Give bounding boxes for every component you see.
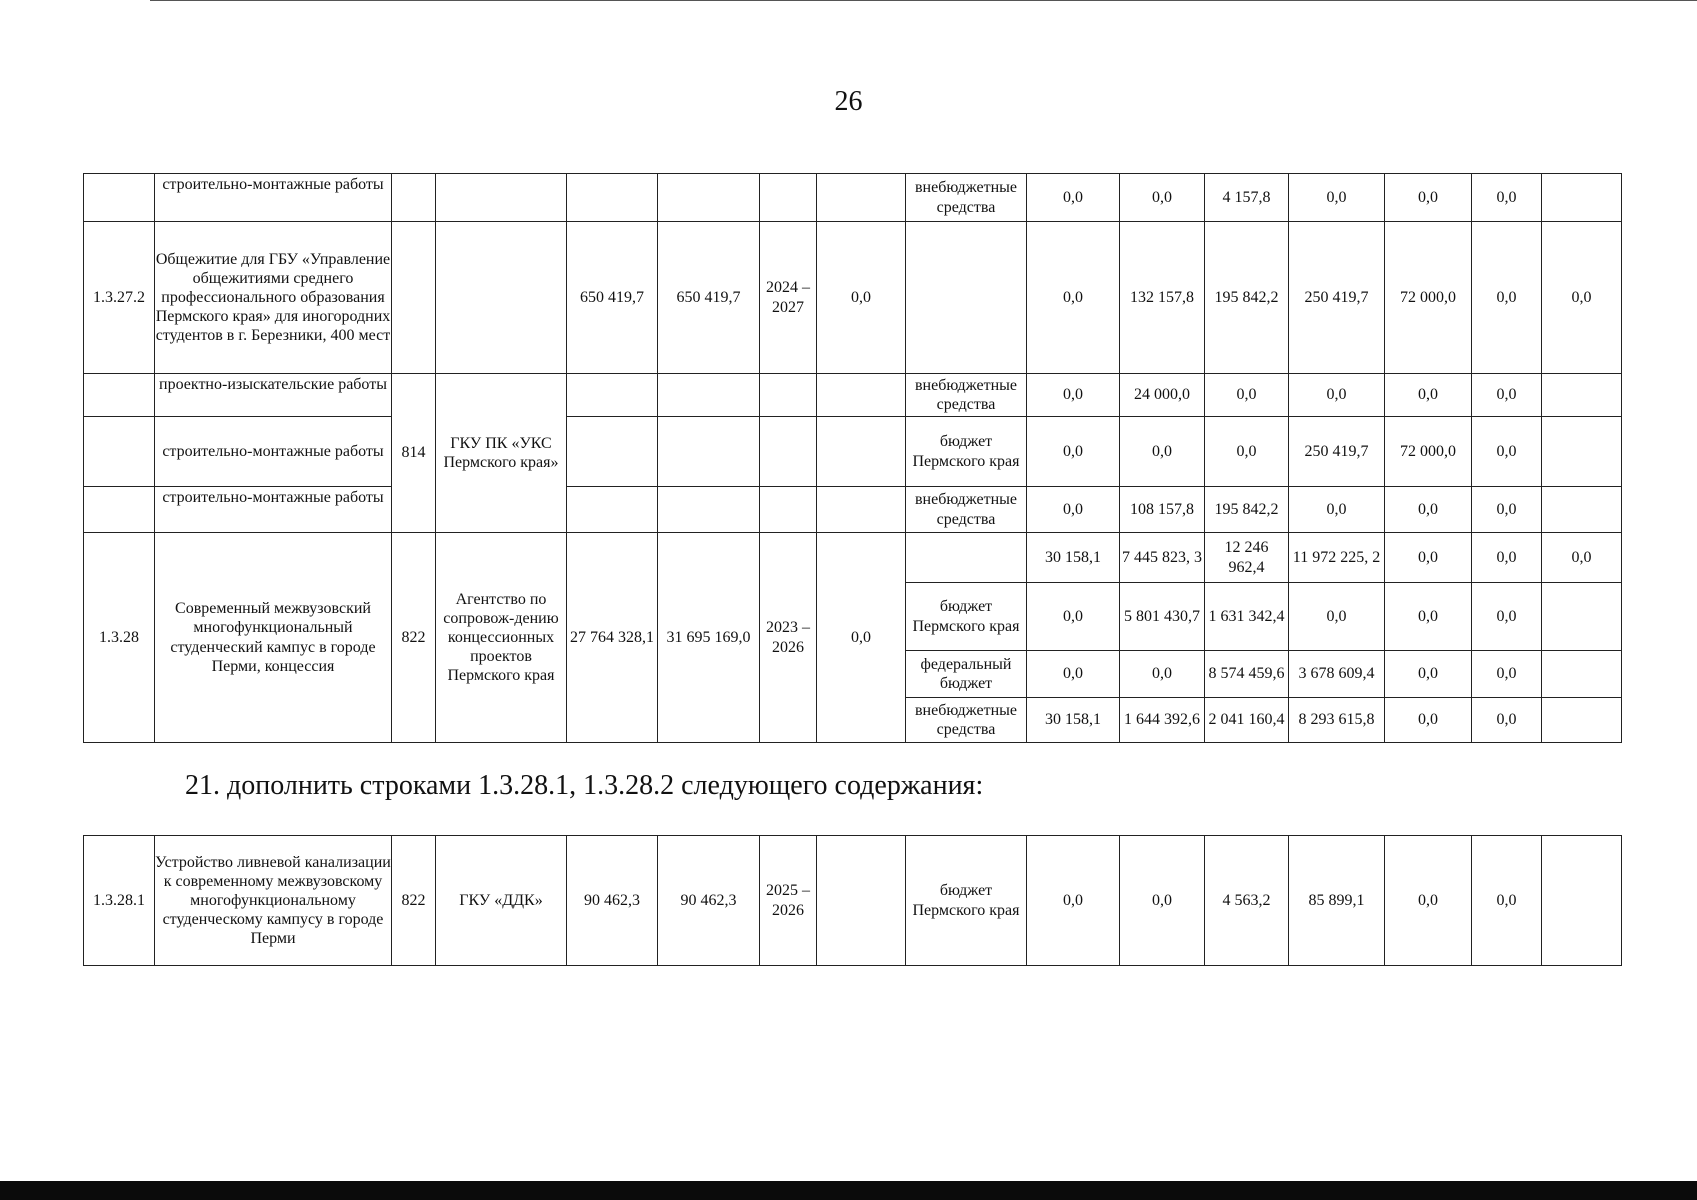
value-cell: 0,0 — [1472, 174, 1542, 222]
spent-before — [817, 417, 906, 487]
customer: ГКУ ПК «УКС Пермского края» — [436, 374, 567, 533]
period — [760, 417, 817, 487]
value-cell: 0,0 — [1027, 417, 1120, 487]
object-name: строительно-монтажные работы — [155, 417, 392, 487]
total-cost: 90 462,3 — [658, 836, 760, 966]
value-cell — [1542, 583, 1622, 651]
value-cell: 0,0 — [1472, 698, 1542, 743]
object-name: строительно-монтажные работы — [155, 487, 392, 533]
table-row — [84, 417, 1622, 487]
table-row — [84, 533, 1622, 583]
value-cell: 195 842,2 — [1205, 487, 1289, 533]
table-row — [84, 174, 1622, 222]
period: 2024 – 2027 — [760, 222, 817, 374]
total-cost — [658, 174, 760, 222]
spent-before: 0,0 — [817, 222, 906, 374]
table-row — [84, 487, 1622, 533]
value-cell: 0,0 — [1120, 651, 1205, 698]
total-cost: 31 695 169,0 — [658, 533, 760, 743]
page-number: 26 — [834, 86, 863, 117]
value-cell: 0,0 — [1027, 487, 1120, 533]
estimated-cost — [567, 374, 658, 417]
value-cell: 250 419,7 — [1289, 417, 1385, 487]
value-cell: 0,0 — [1289, 487, 1385, 533]
value-cell: 3 678 609,4 — [1289, 651, 1385, 698]
value-cell: 85 899,1 — [1289, 836, 1385, 966]
value-cell: 0,0 — [1289, 174, 1385, 222]
period — [760, 487, 817, 533]
value-cell: 72 000,0 — [1385, 222, 1472, 374]
value-cell: 0,0 — [1542, 533, 1622, 583]
value-cell: 5 801 430,7 — [1120, 583, 1205, 651]
object-name: проектно-изыскательские работы — [155, 374, 392, 417]
value-cell — [1542, 836, 1622, 966]
value-cell: 8 574 459,6 — [1205, 651, 1289, 698]
funding-source: бюджет Пермского края — [906, 583, 1027, 651]
grbs-code: 822 — [392, 836, 436, 966]
value-cell: 0,0 — [1472, 222, 1542, 374]
value-cell: 0,0 — [1027, 174, 1120, 222]
value-cell: 1 644 392,6 — [1120, 698, 1205, 743]
estimated-cost — [567, 417, 658, 487]
value-cell — [1542, 374, 1622, 417]
customer: Агентство по сопровож-дению концессионных проектов Пермского края — [436, 533, 567, 743]
value-cell: 0,0 — [1472, 533, 1542, 583]
funding-source: внебюджетные средства — [906, 374, 1027, 417]
value-cell: 0,0 — [1120, 417, 1205, 487]
spent-before — [817, 836, 906, 966]
value-cell: 8 293 615,8 — [1289, 698, 1385, 743]
value-cell: 4 157,8 — [1205, 174, 1289, 222]
table-row — [84, 222, 1622, 374]
value-cell: 0,0 — [1472, 651, 1542, 698]
estimated-cost: 27 764 328,1 — [567, 533, 658, 743]
customer — [436, 174, 567, 222]
investment-table — [83, 173, 1622, 743]
grbs-code: 822 — [392, 533, 436, 743]
value-cell — [1542, 487, 1622, 533]
table-row — [84, 836, 1622, 966]
funding-source: внебюджетные средства — [906, 487, 1027, 533]
value-cell: 0,0 — [1027, 583, 1120, 651]
row-number — [84, 417, 155, 487]
value-cell: 30 158,1 — [1027, 533, 1120, 583]
value-cell: 2 041 160,4 — [1205, 698, 1289, 743]
value-cell: 0,0 — [1385, 374, 1472, 417]
value-cell: 250 419,7 — [1289, 222, 1385, 374]
spent-before — [817, 487, 906, 533]
value-cell: 0,0 — [1205, 374, 1289, 417]
value-cell: 0,0 — [1385, 651, 1472, 698]
value-cell: 0,0 — [1472, 417, 1542, 487]
scan-bottom-band — [0, 1181, 1697, 1200]
value-cell: 0,0 — [1289, 583, 1385, 651]
row-number — [84, 174, 155, 222]
table-row — [84, 374, 1622, 417]
value-cell: 0,0 — [1205, 417, 1289, 487]
grbs-code — [392, 174, 436, 222]
value-cell: 0,0 — [1385, 533, 1472, 583]
value-cell: 4 563,2 — [1205, 836, 1289, 966]
funding-source — [906, 222, 1027, 374]
period: 2023 – 2026 — [760, 533, 817, 743]
row-number — [84, 374, 155, 417]
value-cell: 30 158,1 — [1027, 698, 1120, 743]
value-cell: 0,0 — [1472, 487, 1542, 533]
page-top-edge — [150, 0, 1697, 1]
estimated-cost — [567, 174, 658, 222]
customer: ГКУ «ДДК» — [436, 836, 567, 966]
amendment-table — [83, 835, 1622, 966]
period: 2025 – 2026 — [760, 836, 817, 966]
value-cell: 0,0 — [1027, 836, 1120, 966]
value-cell: 0,0 — [1385, 698, 1472, 743]
object-name: Общежитие для ГБУ «Управление общежитиями среднего профессионального образования Пермского края» для иногородних студентов в г. Березники, 400 мест — [155, 222, 392, 374]
spent-before — [817, 374, 906, 417]
total-cost: 650 419,7 — [658, 222, 760, 374]
object-name: Устройство ливневой канализации к современному межвузовскому многофункциональному студенческому кампусу в городе Перми — [155, 836, 392, 966]
amendment-note: 21. дополнить строками 1.3.28.1, 1.3.28.2 следующего содержания: — [185, 770, 984, 801]
estimated-cost: 650 419,7 — [567, 222, 658, 374]
value-cell: 72 000,0 — [1385, 417, 1472, 487]
customer — [436, 222, 567, 374]
value-cell: 0,0 — [1027, 374, 1120, 417]
value-cell: 7 445 823, 3 — [1120, 533, 1205, 583]
estimated-cost: 90 462,3 — [567, 836, 658, 966]
value-cell: 108 157,8 — [1120, 487, 1205, 533]
value-cell: 0,0 — [1472, 836, 1542, 966]
funding-source: федеральный бюджет — [906, 651, 1027, 698]
value-cell: 0,0 — [1027, 222, 1120, 374]
value-cell: 0,0 — [1542, 222, 1622, 374]
value-cell: 0,0 — [1472, 374, 1542, 417]
spent-before — [817, 174, 906, 222]
value-cell: 0,0 — [1120, 836, 1205, 966]
funding-source: внебюджетные средства — [906, 698, 1027, 743]
value-cell: 0,0 — [1120, 174, 1205, 222]
value-cell: 1 631 342,4 — [1205, 583, 1289, 651]
value-cell — [1542, 174, 1622, 222]
value-cell: 12 246 962,4 — [1205, 533, 1289, 583]
value-cell: 0,0 — [1472, 583, 1542, 651]
period — [760, 374, 817, 417]
row-number: 1.3.28.1 — [84, 836, 155, 966]
object-name: строительно-монтажные работы — [155, 174, 392, 222]
total-cost — [658, 374, 760, 417]
total-cost — [658, 417, 760, 487]
grbs-code: 814 — [392, 374, 436, 533]
value-cell: 24 000,0 — [1120, 374, 1205, 417]
value-cell: 0,0 — [1027, 651, 1120, 698]
value-cell: 0,0 — [1385, 487, 1472, 533]
total-cost — [658, 487, 760, 533]
value-cell — [1542, 651, 1622, 698]
grbs-code — [392, 222, 436, 374]
funding-source: внебюджетные средства — [906, 174, 1027, 222]
row-number: 1.3.28 — [84, 533, 155, 743]
value-cell: 0,0 — [1385, 174, 1472, 222]
value-cell: 195 842,2 — [1205, 222, 1289, 374]
row-number: 1.3.27.2 — [84, 222, 155, 374]
value-cell: 0,0 — [1385, 583, 1472, 651]
funding-source: бюджет Пермского края — [906, 417, 1027, 487]
period — [760, 174, 817, 222]
object-name: Современный межвузовский многофункциональный студенческий кампус в городе Перми, концессия — [155, 533, 392, 743]
row-number — [84, 487, 155, 533]
funding-source — [906, 533, 1027, 583]
value-cell: 0,0 — [1385, 836, 1472, 966]
spent-before: 0,0 — [817, 533, 906, 743]
value-cell — [1542, 698, 1622, 743]
estimated-cost — [567, 487, 658, 533]
funding-source: бюджет Пермского края — [906, 836, 1027, 966]
value-cell: 0,0 — [1289, 374, 1385, 417]
value-cell: 132 157,8 — [1120, 222, 1205, 374]
value-cell: 11 972 225, 2 — [1289, 533, 1385, 583]
value-cell — [1542, 417, 1622, 487]
